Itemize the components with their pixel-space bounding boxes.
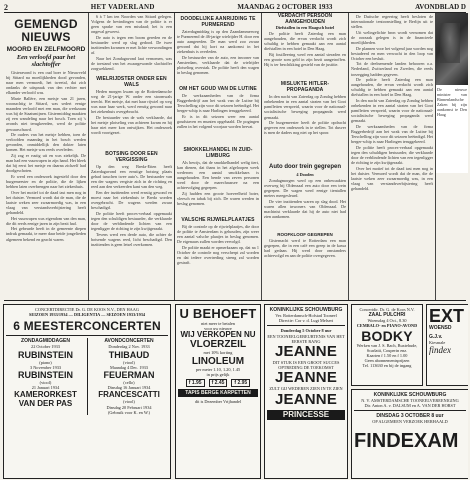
theater-director: Dir. Anton A. v. DALSUM en A. VAN DER HORST [364,403,456,409]
concert-date: Donderdag 2 Nov. 1933 [108,344,150,350]
concert-left-subtitle: ZONDAGMIDDAGEN [21,338,70,345]
concert-instrument: (viool) [123,399,135,405]
paragraph: Zaterdagmiddag is op den Zaandammerweg te Purmerend de 46-jarige wielrijder H. door een auto aangereden. De man werd zoo zwaar gewond dat hij kort na aankomst in het ziekenhuis is overleden. [177,29,259,55]
price-tag: f 2.45 [209,379,228,387]
theater-intro: EEN TOONEELGEBEURTENIS VAN HET EERSTE RANG [267,333,345,344]
article-headline: WIELRIJDSTER ONDER EEN WALS [96,76,167,88]
concert-title: 6 MEESTERCONCERTEN [13,319,161,334]
concert-date: 3 November 1933 [29,364,62,370]
article-headline: DOODELIJKE AANRIJDING TE PURMEREND [180,16,256,28]
article-headline: BOTSING DOOR EEN VERGISSING [105,151,158,163]
price-row [178,379,258,387]
article-body [264,178,346,230]
concert-season: SEIZOEN 1933/1934 — DILIGENTIA — SEIZOEN 1933/1934 [28,312,146,318]
flooring-advertisement [175,304,261,479]
paragraph: In den nacht van Zaterdag op Zondag hebben onbekenden in een aantal straten van het Gooi pamfletten verspreid, waarin voor de nationaal-socialistische beweging propaganda werd gemaakt. [264,94,346,120]
ad-text: Tel. 113630 en bij de ingang [362,363,412,369]
ad-text: Kaarten f 1.50 en f 1.00 [366,353,408,359]
theater-note: OP ALGEMEEN VERZOEK HERHAALD [372,419,448,425]
divider [267,325,345,326]
paragraph: De bestuurder van de auto, een inwoner van Amsterdam, verklaarde dat de wielrijder plotseling overstak. De politie heeft den wagen in beslag genomen. [177,54,259,76]
issue-date: MAANDAG 2 OCTOBER 1933 [237,3,333,11]
paragraph: De politie heeft Zaterdag een man aangehouden, die ervan verdacht wordt zich schuldig te hebben gemaakt aan een aantal diefstallen in een hotel in Den Haag. [351,77,433,98]
theater-name: KONINKLIJKE SCHOUWBURG [373,392,447,398]
concert-note: (Gebruik voor K. en W.) [107,409,150,415]
theater-company: N. V. AMSTERDAMSCHE TOONEELVEREENIGING [361,398,459,403]
paragraph: Gisteravond is een oud boer te Nieuwveld bij Sittard na moeilijkheden dood gevonden, naar men vermoedt, het tweetal, dat zich ondanks de uitspraak van den rechter met elkander verloofd was. [6,70,86,96]
column-4 [262,13,348,300]
concert-artist: RUBINSTEIN [17,349,73,360]
photo-caption: De nieuwe minister van Binnenlandsche Zaken bij zijn aankomst te Den Haag [437,87,467,118]
theater-text: DIT STUK IS EEN GROOT SUCCES OPTREDING DE TOEKOMST [272,360,340,371]
price-tag: f 2.95 [231,379,250,387]
paragraph: Gisternacht werd te Rotterdam een man gegrepen, die in een café een greep in de kassa had gedaan. Hij werd door omstanders achtervolgd en aan de politie overgegeven. [264,238,346,259]
concert-advertisement [3,304,171,479]
article-body [177,29,259,84]
section-title: GEMENGD NIEUWS [14,17,78,44]
ad-text: in prijs gelijk [206,371,230,377]
paragraph: In den nacht van Zaterdag op Zondag hebben onbekenden in een aantal straten van het Gooi pamfletten verspreid, waarin voor de nationaal-socialistische beweging propaganda werd gemaakt. [351,98,433,124]
paragraph: De politie heeft proces-verbaal opgemaakt tegen den schuldigen bestuurder, die verklaarde door de verblindende lichten van een tegenligger de richting te zijn kwijtgeraakt. [91,210,172,232]
paragraph: De vier inzittenden waren op slag dood. Het waren allen inwoners van Oldenzaal. De machinist verklaarde dat hij de auto niet had zien aankomen. [264,199,346,220]
play-subtitle: PRINCESSE [267,410,345,420]
divider [6,335,168,336]
paragraph: De Duitsche regeering heeft besloten de internationale tentoonstelling te Berlijn uit te stellen. [351,14,433,30]
concert-instrument: (cello) [123,380,135,386]
price-tag: f 1.95 [186,379,205,387]
article-headline: VALSCHE RIJWIELPLAATJES [181,217,255,223]
concert-date: Dinsdag 20 Februari 1934 [106,404,152,410]
concert-grid [6,338,168,415]
article-subheadline: Diefstallen in een Haagsch hotel [275,25,335,31]
article-headline: SMOKKELHANDEL IN ZUID-LIMBURG [183,147,253,159]
article-body [91,14,172,74]
column-1 [4,13,88,300]
concert-date: Dinsdag 16 Januari 1934 [107,385,151,391]
paragraph: De plannen voor het volgend jaar worden nog bestudeerd en men verwacht in den loop van October een besluit. [351,45,433,61]
paragraph: Heden morgen kwam op de Rotterdamsche weg de 21-jarige W. onder een stoomwals terecht. Het meisje, dat met haar rijwiel op weg was naar haar werk, werd ernstig gewond naar het ziekenhuis overgebracht. [91,89,172,115]
paragraph: Als bewijs, dat de smokkelhandel welig tiert, kan dienen, dat thans in het afgeloopen week wederom een aantal smokkelaars is aangehouden. Een bende van zeven personen werd door de marechaussee na een achtervolging gegrepen. [177,160,259,191]
paragraph: De politie heeft proces-verbaal opgemaakt tegen den schuldigen bestuurder, die verklaarde door de verblindende lichten van een tegenligger de richting te zijn kwijtgeraakt. [351,144,433,166]
theater-advertisement [264,304,348,479]
paragraph: De auto is tegen een boom gereden en de bestuurder werd op slag gedood. De twee inzittenden kwamen er met lichte verwondingen af. [91,34,172,56]
article-headline: VERDACHT PERSOON AANGEHOUDEN [277,13,333,25]
findexam-theater-advertisement [351,389,468,479]
paragraph: Zij zag er rustig uit en was ziekelijk. De man had een vuurwapen in zijn hand. Het bleek dat hij eerst het meisje en daarna zichzelf had doodgeschoten. [6,153,86,174]
article-body [6,70,86,300]
masthead [4,2,466,12]
advertisement-section [0,301,470,480]
article-body [264,31,346,79]
concert-artist: FRANCESCATTI [98,390,160,400]
event-date: Woensdag 4 Oct., 8.30 [367,318,407,324]
paragraph: Zij hadden een groote hoeveelheid boter, vleesch en tabak bij zich. De waren werden in beslag genomen. [177,191,259,207]
theater-name: KONINKLIJKE SCHOUWBURG [269,307,343,313]
paragraph: Op den weg Breda-Etten heeft Zaterdagavond een ernstige botsing plaats gehad tusschen twee auto's. De bestuurder van een der wagens vergiste zich in de richting en reed aan den verkeerden kant van den weg. [91,164,172,190]
paragraph: Tevens werd een derde auto, die achter de botsende wagens reed, licht beschadigd. Den inzittenden is geen letsel overkomen. [91,231,172,247]
venue-name: ZAAL PULCHRI [368,312,406,319]
paragraph: Er is in dit seizoen weer een aantal goudstaven en munten opgehaald. De pogingen zullen in het volgend voorjaar worden hervat. [177,113,259,130]
paragraph: 6 à 7 km ten Noorden van Sittard gelegen. Volgens de bevindingen van de politie is er geen sprake van een misdaad; het is een ongeval geweest. [91,14,172,35]
article-headline: Een verloofd paar het slachtoffer [16,54,76,68]
paragraph: De ouders van het meisje hebben, toen de verloofden maandag in het bosch werden gevonden, onmiddellijk den dokter laten komen. Het meisje was reeds overleden. [6,132,86,153]
article-body [264,238,346,268]
ad-headline: WIJ VERKOPEN NU [180,330,256,340]
paragraph: De burgemeester heeft de politie opdracht gegeven een onderzoek in te stellen. Tot dusver is men de daders nog niet op het spoor. [264,120,346,136]
ad-text: niet meer te betalen [201,321,235,326]
column-2 [89,13,174,300]
play-title: JEANNE [274,369,338,387]
ad-text: dit is Dezember Vrijhandel [194,399,242,405]
ad-product: VLOERZEIL [189,339,247,351]
paragraph: Over het motief tot de daad tast men nog in het duister. Vermoed wordt dat de man, die de laatste weken zeer zwaarmoedig was, in een vlaag van verstandsverbijstering heeft gehandeld. [6,189,86,216]
artist-name: BODKY [361,327,413,344]
ad-text: G.J.v. [429,334,443,340]
event-title: CEMBALO- en PIANO-AVOND [356,323,418,329]
divider [354,410,466,411]
concert-instrument: (piano) [39,359,52,365]
concert-right [88,338,168,415]
play-title: JEANNE [274,343,338,361]
ad-text: Geen abonnementsprijzen [364,358,410,364]
paragraph: De werkzaamheden van de firma Baggerbedrijf aan het wrak van de Lutine bij Terschelling zijn voor dit seizoen beëindigd. Het berger-schip is naar Harlingen teruggekeerd. [351,123,433,145]
article-body [177,93,259,145]
ad-text: Kiesmale [429,340,446,345]
article-headline: OM HET GOUD VAN DE LUTINE [179,86,257,92]
concert-artist: KAMERORKEST VAN DER PAS [14,390,77,409]
theater-date: Donderdag 5 October 8 uur [280,328,332,334]
ad-text: per meter 1.10, 1.20, 1.45 [195,366,241,372]
article-headline: ROOFKLOOF GEGREPEN [277,232,333,238]
concert-artist: FEUERMAN [103,370,155,381]
paragraph: Over het motief tot de daad tast men nog in het duister. Vermoed wordt dat de man, die de laatste weken zeer zwaarmoedig was, in een vlaag van verstandsverbijstering heeft gehandeld. [351,165,433,192]
paragraph: Het vuurwapen was eigendom van den man, die dit reeds eenige jaren in zijn bezit had. [6,215,86,226]
article-headline: MISLUKTE HITLER-PROPAGANDA [280,81,330,94]
paragraph: De werkzaamheden van de firma Baggerbedrijf aan het wrak van de Lutine bij Terschelling zijn voor dit seizoen beëindigd. Het berger-schip is naar Harlingen teruggekeerd. [177,93,259,114]
concert-artist: RUBINSTEIN [17,370,73,381]
column-3 [175,13,261,300]
page-number: 2 [4,2,8,12]
column-5 [349,13,435,300]
concert-date: 22 October 1933 [31,344,60,350]
article-body [177,160,259,215]
paragraph: Marie Ballére, een meisje van 21 jaren, woonachtig te Sittard, was sedert eenige maanden verloofd met een man, die werkzaam was bij de Staatsmijnen. Gistermiddag maakten zij een wandeling naar het bosch. Toen zij 's avonds niet terugkeerden, werd de politie gewaarschuwd. [6,95,86,132]
paragraph: Tot de deelnemende landen behooren o.a. Nederland, Zwitserland en Zweden, die reeds toezegging hadden gegeven. [351,61,433,77]
ad-text: Werken van J. S. Bach, Buxtehude, Scarlatti, Couperin enz. [356,342,418,353]
paragraph: De politie maakt er opmerkzaam op, dat na 1 October de controle nog verscherpt zal worden en dat iedere overtreding streng zal worden gestraft. [177,244,259,266]
ad-title: U BEHOEFT [179,306,257,321]
concert-instrument: (viool) [123,359,135,365]
article-subtitle: MOORD EN ZELFMOORD [6,46,86,53]
news-photo [436,13,468,85]
concert-date: Maandag 4 Dec. 1933 [110,364,148,370]
concert-artist: THIBAUD [108,349,150,360]
ad-text: voor uw nieuwe [204,326,232,332]
ad-text: met 10% korting [203,350,233,356]
ad-text: WOENSD [429,325,452,331]
concert-date: 21 Januari 1934 [31,385,60,391]
news-photo-frame [436,13,468,173]
ad-script: findex [429,345,451,356]
paragraph: Bij fouilleering werd een aantal sieraden en een groote som geld in zijn bezit aangetroffen. Hij is ter beschikking gesteld van de justitie. [264,52,346,68]
paragraph: Bij de controle op de rijwielplaatjes, die door de politie te Amsterdam is gehouden, zijn weer een aantal valsche plaatjes in beslag genomen. De eigenaars zullen worden vervolgd. [177,224,259,245]
play-title: JEANNE [274,390,338,408]
paper-name: HET VADERLAND [90,3,155,11]
cutoff-advertisement [426,304,468,386]
theater-director: Directie: Cor v. d. Lugt Melsert [278,318,334,324]
article-body [351,14,433,299]
play-title: FINDEXAM [354,429,459,452]
bodky-recital-advertisement [351,304,423,386]
article-headline: Auto door trein gegrepen [269,164,341,171]
concert-left [6,338,88,415]
article-body [264,94,346,162]
ad-headline: EXT [429,306,465,326]
article-body [91,89,172,149]
paragraph: Het gebeurde heeft in de gemeente diepen indruk gemaakt, te meer daar beide jongelieden algemeen bekend en geacht waren. [6,226,86,242]
theater-text: ZULT GIJ WEDEREN ZIEN IN TE ZIEN [269,386,343,392]
theater-company: Ver. Rotterdamsch-Hofstad Tooneel [275,313,337,318]
paragraph: De bestuurder van de wals verklaarde, dat het meisje plotseling van achteren kwam en hij haar niet meer kon ontwijken. Het onderzoek wordt voortgezet. [91,114,172,136]
article-subheadline: 4 Dooden [296,172,314,178]
theater-date: DINSDAG 3 OCTOBER 8 uur [376,413,444,420]
paragraph: Er werd een onderzoek ingesteld door den burgemeester en de politie, die de lijken hebben laten overbrengen naar het ziekenhuis. [6,173,86,190]
concert-right-subtitle: AVONDCONCERTEN [104,338,154,345]
ad-intro: Concertdir. Dr. G. de Koos N.V. [359,307,415,312]
concert-instrument: (viool) [39,380,52,386]
ad-banner: TAPIS BERGE KARPETTEN [178,389,258,397]
article-body [91,164,172,300]
ad-product: LINOLEUM [191,355,245,367]
edition-label: AVONDBLAD D [415,3,466,11]
article-body [177,224,259,300]
paragraph: Naar het Zondagavond laat vernomen, was de toestand van het zwaargewonde slachtoffer zorgwekkend. [91,55,172,71]
paragraph: De politie heeft Zaterdag een man aangehouden, die ervan verdacht wordt zich schuldig te hebben gemaakt aan een aantal diefstallen in een hotel in Den Haag. [264,31,346,52]
paragraph: Uit welingelichte bron wordt vernomen dat de oorzaak gelegen is in de financieele moeilijkheden. [351,29,433,45]
paragraph: Zondagmorgen werd op een onbewaakten overweg bij Oldenzaal een auto door een trein gegrepen. De wagen werd eenige tientallen meters meegesleurd. [264,178,346,199]
paragraph: Een der inzittenden werd ernstig gewond en moest naar het ziekenhuis te Breda worden overgebracht. De wagens werden zwaar beschadigd. [91,189,172,211]
concert-intro: CONCERTDIRECTIE Dr. G. DE KOOS N.V., DEN HAAG [35,307,139,312]
